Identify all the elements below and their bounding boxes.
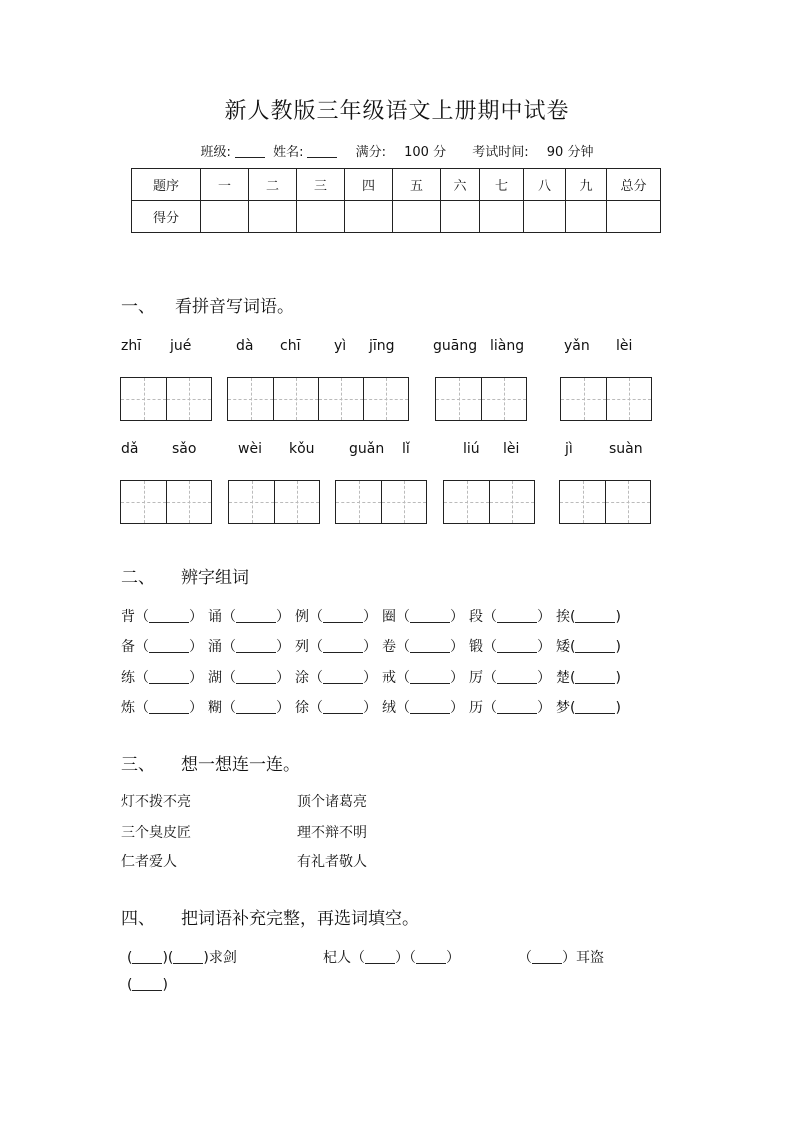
- answer-blank[interactable]: [497, 701, 537, 714]
- score-input[interactable]: [480, 201, 524, 233]
- char: 湖: [208, 670, 222, 686]
- answer-blank[interactable]: [410, 610, 450, 623]
- answer-blank[interactable]: [410, 701, 450, 714]
- answer-blank[interactable]: [236, 671, 276, 684]
- idiom-item-1: ( )( )求剑: [127, 950, 237, 966]
- idiom-blank[interactable]: [416, 951, 446, 964]
- score-cell: 四: [345, 169, 393, 201]
- answer-blank[interactable]: [149, 610, 189, 623]
- pinyin: guǎn: [349, 441, 385, 457]
- pinyin: jué: [170, 338, 192, 354]
- section-title: 把词语补充完整，再选词填空。: [181, 909, 419, 929]
- score-cell: 五: [393, 169, 441, 201]
- score-cell: 一: [201, 169, 249, 201]
- score-input[interactable]: [607, 201, 661, 233]
- pinyin: dà: [236, 338, 254, 354]
- char: 梦: [556, 700, 570, 716]
- score-table: [131, 168, 661, 233]
- idiom-item-2: 杞人（ ）（ ）: [323, 950, 460, 966]
- pinyin: jì: [565, 441, 573, 457]
- time-label: 考试时间:: [472, 145, 529, 160]
- score-input[interactable]: [441, 201, 480, 233]
- pinyin: lǐ: [402, 441, 410, 457]
- score-input[interactable]: [566, 201, 607, 233]
- idiom-blank[interactable]: [173, 951, 203, 964]
- pinyin: zhī: [121, 338, 142, 354]
- score-input[interactable]: [297, 201, 345, 233]
- section-number: 一、: [121, 297, 155, 317]
- class-label: 班级:: [200, 145, 231, 160]
- exam-info: [0, 141, 794, 160]
- name-blank[interactable]: [307, 145, 337, 158]
- char: 卷: [382, 639, 396, 655]
- section-title: 想一想连一连。: [181, 755, 300, 775]
- full-label: 满分:: [355, 145, 386, 160]
- answer-blank[interactable]: [497, 671, 537, 684]
- match-left-item[interactable]: 仁者爱人: [121, 854, 177, 870]
- pinyin: suàn: [609, 441, 643, 457]
- idiom-blank[interactable]: [365, 951, 395, 964]
- score-cell: 总分: [607, 169, 661, 201]
- char: 历: [469, 700, 483, 716]
- char: 段: [469, 609, 483, 625]
- pinyin: wèi: [238, 441, 262, 457]
- writing-grid[interactable]: [435, 377, 527, 421]
- answer-blank[interactable]: [236, 701, 276, 714]
- score-cell: 三: [297, 169, 345, 201]
- answer-blank[interactable]: [149, 701, 189, 714]
- answer-blank[interactable]: [149, 640, 189, 653]
- score-header-row: [132, 169, 661, 201]
- full-value: 100 分: [404, 145, 447, 160]
- pinyin: sǎo: [172, 441, 197, 457]
- pinyin: lèi: [503, 441, 520, 457]
- char: 涂: [295, 670, 309, 686]
- answer-blank[interactable]: [497, 610, 537, 623]
- pinyin: kǒu: [289, 441, 315, 457]
- answer-blank[interactable]: [497, 640, 537, 653]
- answer-blank[interactable]: [575, 640, 615, 653]
- score-input[interactable]: [345, 201, 393, 233]
- writing-grid[interactable]: [560, 377, 652, 421]
- char: 徐: [295, 700, 309, 716]
- char: 背: [121, 609, 135, 625]
- writing-grid[interactable]: [443, 480, 535, 524]
- char: 楚: [556, 670, 570, 686]
- idiom-item-3: （ ）耳盗: [518, 950, 604, 966]
- section-title: 辨字组词: [181, 568, 249, 588]
- idiom-blank[interactable]: [132, 951, 162, 964]
- idiom-blank[interactable]: [532, 951, 562, 964]
- score-input[interactable]: [249, 201, 297, 233]
- pinyin: dǎ: [121, 441, 139, 457]
- score-input[interactable]: [393, 201, 441, 233]
- time-value: 90 分钟: [546, 145, 594, 160]
- answer-blank[interactable]: [323, 640, 363, 653]
- match-left-item[interactable]: 三个臭皮匠: [121, 825, 191, 841]
- class-blank[interactable]: [235, 145, 265, 158]
- section-title: 看拼音写词语。: [175, 297, 294, 317]
- section-number: 二、: [121, 568, 155, 588]
- idiom-text: 杞人: [323, 950, 351, 966]
- char: 例: [295, 609, 309, 625]
- answer-blank[interactable]: [323, 701, 363, 714]
- pinyin: yǎn: [564, 338, 590, 354]
- section-2-heading: [121, 563, 249, 588]
- answer-blank[interactable]: [575, 610, 615, 623]
- page-title: 新人教版三年级语文上册期中试卷: [224, 99, 570, 124]
- score-cell: 八: [524, 169, 566, 201]
- answer-blank[interactable]: [323, 610, 363, 623]
- pinyin: liú: [463, 441, 480, 457]
- idiom-text: 耳盗: [576, 950, 604, 966]
- score-input[interactable]: [201, 201, 249, 233]
- char: 涌: [208, 639, 222, 655]
- score-cell: 六: [441, 169, 480, 201]
- answer-blank[interactable]: [410, 640, 450, 653]
- section-3-heading: [121, 750, 300, 775]
- score-cell: 二: [249, 169, 297, 201]
- char: 圈: [382, 609, 396, 625]
- char: 挨: [556, 609, 570, 625]
- char: 列: [295, 639, 309, 655]
- char: 糊: [208, 700, 222, 716]
- pinyin: guāng: [433, 338, 478, 354]
- word-row: 练（ ） 湖（ ） 涂（ ） 戒（ ） 厉（ ） 楚( ): [121, 670, 621, 686]
- writing-grid[interactable]: [228, 480, 320, 524]
- pinyin: chī: [280, 338, 301, 354]
- section-number: 三、: [121, 755, 155, 775]
- match-right-item[interactable]: 有礼者敬人: [297, 854, 367, 870]
- char: 戒: [382, 670, 396, 686]
- answer-blank[interactable]: [410, 671, 450, 684]
- answer-blank[interactable]: [575, 701, 615, 714]
- writing-grid[interactable]: [120, 480, 212, 524]
- match-right-item[interactable]: 顶个诸葛亮: [297, 794, 367, 810]
- pinyin: liàng: [490, 338, 525, 354]
- name-label: 姓名:: [273, 145, 304, 160]
- score-cell: 七: [480, 169, 524, 201]
- score-input[interactable]: [524, 201, 566, 233]
- char: 练: [121, 670, 135, 686]
- score-value-row: [132, 201, 661, 233]
- char: 炼: [121, 700, 135, 716]
- pinyin: lèi: [616, 338, 633, 354]
- match-left-item[interactable]: 灯不拨不亮: [121, 794, 191, 810]
- idiom-text: 求剑: [208, 950, 237, 966]
- char: 锻: [469, 639, 483, 655]
- match-right-item[interactable]: 理不辩不明: [297, 825, 367, 841]
- section-number: 四、: [121, 909, 155, 929]
- char: 诵: [208, 609, 222, 625]
- score-cell: 题序: [132, 169, 201, 201]
- score-cell: 九: [566, 169, 607, 201]
- writing-grid[interactable]: [559, 480, 651, 524]
- pinyin: yì: [334, 338, 347, 354]
- char: 备: [121, 639, 135, 655]
- word-row: 备（ ） 涌（ ） 列（ ） 卷（ ） 锻（ ） 矮( ): [121, 639, 621, 655]
- word-row: 背（ ） 诵（ ） 例（ ） 圈（ ） 段（ ） 挨( ): [121, 609, 621, 625]
- idiom-blank[interactable]: [132, 978, 162, 991]
- section-1-heading: [121, 292, 294, 317]
- answer-blank[interactable]: [236, 610, 276, 623]
- word-row: 炼（ ） 糊（ ） 徐（ ） 绒（ ） 历（ ） 梦( ): [121, 700, 621, 716]
- char: 厉: [469, 670, 483, 686]
- writing-grid[interactable]: [335, 480, 427, 524]
- pinyin: jīng: [369, 338, 395, 354]
- answer-blank[interactable]: [323, 671, 363, 684]
- answer-blank[interactable]: [149, 671, 189, 684]
- char: 绒: [382, 700, 396, 716]
- char: 矮: [556, 639, 570, 655]
- answer-blank[interactable]: [575, 671, 615, 684]
- writing-grid[interactable]: [120, 377, 212, 421]
- score-row-label: 得分: [132, 201, 201, 233]
- writing-grid[interactable]: [227, 377, 409, 421]
- answer-blank[interactable]: [236, 640, 276, 653]
- section-4-heading: [121, 904, 419, 929]
- idiom-item-3-cont: ( ): [127, 977, 168, 993]
